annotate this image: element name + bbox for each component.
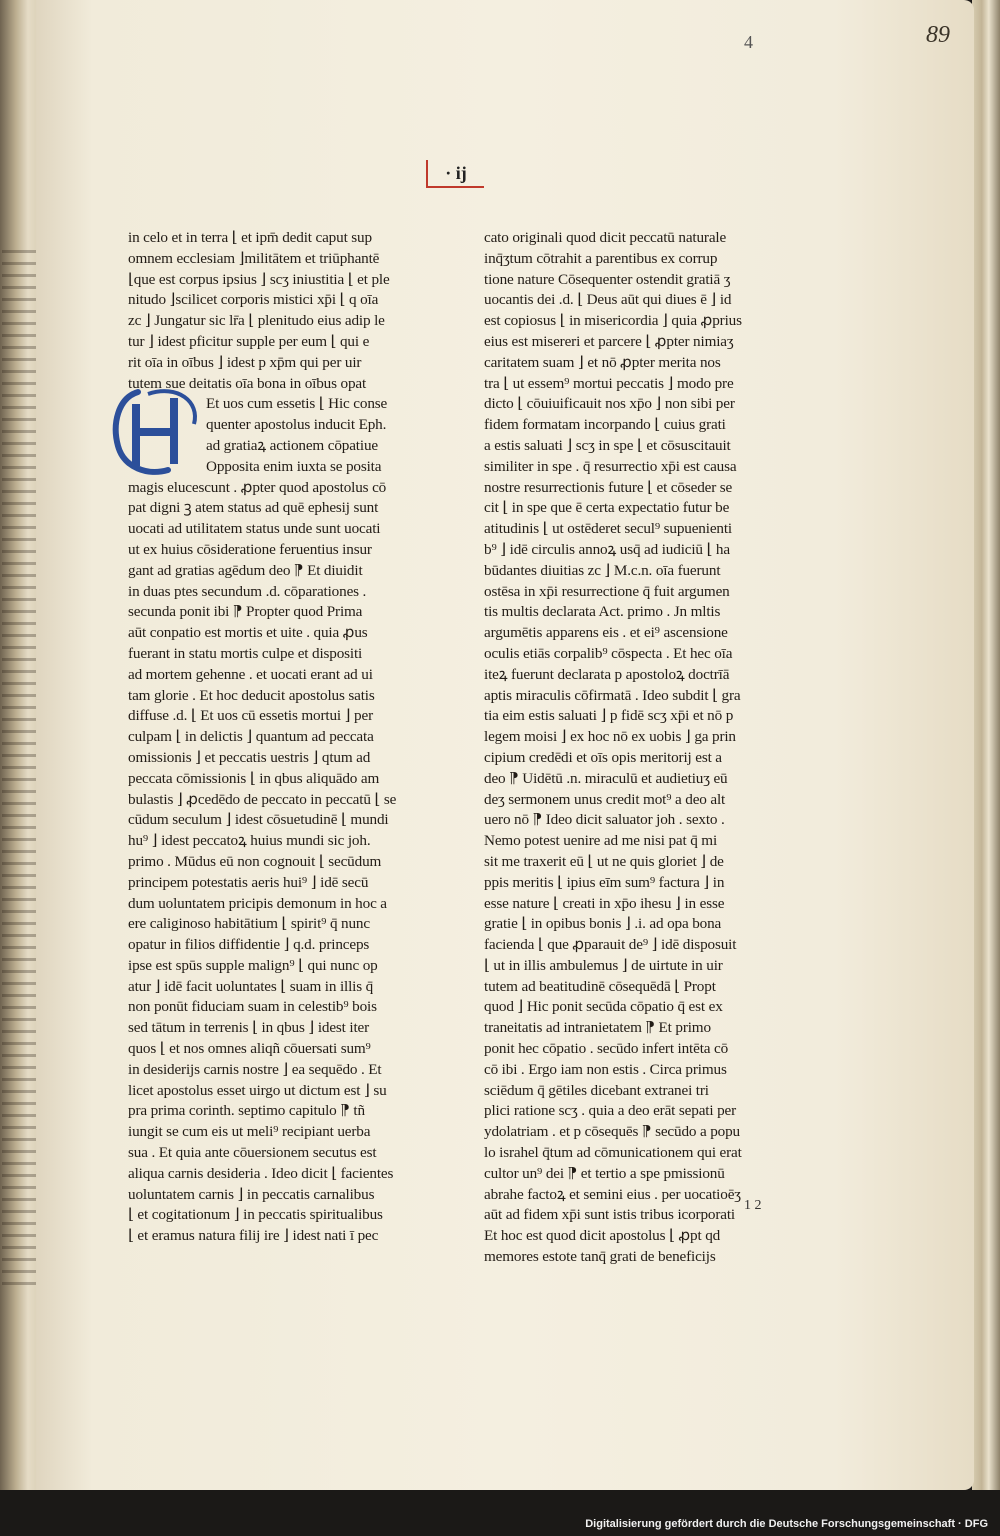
funding-credit: Digitalisierung gefördert durch die Deutsche Forschungsgemeinschaft · DFG [585, 1518, 988, 1530]
text-line: deo ⁋ Uidētū .n. miraculū et audietiuʒ eū [484, 769, 728, 787]
text-line: ⌊que est corpus ipsius ⌋ scʒ iniustitia ⌊ et ple [128, 270, 390, 288]
text-line: est copiosus ⌊ in misericordia ⌋ quia ꝓprius [484, 312, 742, 330]
text-line: similiter in spe . q̄ resurrectio xp̄i est causa [484, 457, 737, 475]
text-line: quod ⌋ Hic ponit secūda cōpatio q̄ est ex [484, 998, 723, 1016]
text-line: dicto ⌊ cōuiuificauit nos xp̄o ⌋ non sibi per [484, 395, 735, 413]
text-line: cūdum seculum ⌋ idest cōsuetudinē ⌊ mundi [128, 811, 389, 829]
text-line: peccata cōmissionis ⌊ in qbus aliquādo am [128, 769, 380, 787]
text-line: uocati ad utilitatem status unde sunt uocati [128, 520, 381, 538]
text-line: uocantis dei .d. ⌊ Deus aūt qui diues ē ⌋ id [484, 291, 732, 309]
text-line: atitudinis ⌊ ut ostēderet secul⁹ supuenienti [484, 520, 732, 538]
text-line: ere caliginoso habitātium ⌊ spirit⁹ q̄ nunc [128, 915, 370, 933]
text-line: nostre resurrectionis future ⌊ et cōseder se [484, 478, 733, 496]
text-line: plici ratione scʒ . quia a deo erāt sepati per [484, 1102, 737, 1120]
running-head: · ij [426, 160, 484, 188]
text-line: ut ex huius cōsideratione feruentius insur [128, 540, 372, 558]
text-line: tis multis declarata Act. primo . Jn mltis [484, 603, 721, 621]
text-line: legem moisi ⌋ ex hoc nō ex uobis ⌋ ga prin [484, 728, 736, 746]
text-line: eius est misereri et parcere ⌊ ꝓpter nimiaʒ [484, 332, 734, 350]
text-line: dum uoluntatem pricipis demonum in hoc a [128, 894, 387, 912]
text-line: tra ⌊ ut essem⁹ mortui peccatis ⌋ modo pre [484, 374, 734, 392]
text-line: facienda ⌊ que ꝓparauit de⁹ ⌋ idē disposuit [484, 936, 737, 954]
text-line: in celo et in terra ⌊ et ipm̄ dedit caput sup [128, 229, 372, 246]
text-line: caritatem suam ⌋ et nō ꝓpter merita nos [484, 353, 721, 371]
text-line: aūt conpatio est mortis et uite . quia ꝓus [128, 624, 368, 642]
text-line: ⌊ et cogitationum ⌋ in peccatis spiritualibus [128, 1206, 383, 1224]
text-line: oculis etiās corpalib⁹ cōspecta . Et hec oīa [484, 644, 733, 662]
text-line: tutem sue deitatis oīa bona in oībus opat [128, 374, 367, 392]
margin-mark: 4 [744, 32, 753, 52]
text-line: sciēdum q̄ gētiles dicebant extranei tri [484, 1081, 709, 1099]
text-line: argumētis apparens eis . et ei⁹ ascensione [484, 624, 728, 642]
text-line: gant ad gratias agēdum deo ⁋ Et diuidit [128, 561, 363, 579]
text-line: aliqua carnis desideria . Ideo dicit ⌊ facientes [128, 1164, 394, 1182]
text-line: non ponūt fiduciam suam in celestib⁹ bois [128, 998, 377, 1016]
text-line: cō ibi . Ergo iam non estis . Circa primus [484, 1060, 727, 1078]
text-line: ydolatriam . et p cōsequēs ⁋ secūdo a popu [484, 1123, 740, 1141]
right-text-column [484, 228, 784, 1268]
text-line: memores estote tanq̄ grati de beneficijs [484, 1248, 716, 1266]
text-line: tione nature Cōsequenter ostendit gratiā ʒ [484, 270, 731, 288]
text-line: aptis miraculis cōfirmatā . Ideo subdit ⌊ gra [484, 686, 741, 704]
footer-bar [0, 1490, 1000, 1536]
text-line: a estis saluati ⌋ scʒ in spe ⌊ et cōsuscitauit [484, 436, 731, 454]
text-line: sed tātum in terrenis ⌊ in qbus ⌋ idest iter [128, 1019, 370, 1037]
folio-number: 89 [926, 22, 950, 48]
text-line: pra prima corinth. septimo capitulo ⁋ tñ [128, 1102, 365, 1120]
text-line: cipium credēdi et oīs opis meritorij est a [484, 748, 722, 766]
text-line: iteꝝ fuerunt declarata p apostoloꝝ doctrīā [484, 665, 730, 683]
text-line: magis elucescunt . ꝓpter quod apostolus cō [128, 478, 387, 496]
text-line: tutem ad beatitudinē cōsequēdā ⌊ Propt [484, 977, 716, 995]
text-line: tur ⌋ idest pficitur supple per eum ⌊ qui e [128, 332, 370, 350]
text-line: cit ⌊ in spe que ē certa expectatio futur be [484, 499, 730, 517]
text-line: ad mortem gehenne . et uocati erant ad ui [128, 665, 373, 683]
text-line: Nemo potest uenire ad me nisi pat q̄ mi [484, 832, 718, 850]
text-line: quos ⌊ et nos omnes aliqñ cōuersati sum⁹ [128, 1040, 371, 1058]
text-line: traneitatis ad intranietatem ⁋ Et primo [484, 1019, 711, 1037]
text-line: nitudo ⌋scilicet corporis mistici xp̄i ⌊ q oīa [128, 291, 379, 309]
text-line: bulastis ⌋ ꝓcedēdo de peccato in peccatū ⌊ se [128, 790, 397, 808]
text-line: cato originali quod dicit peccatū naturale [484, 229, 727, 246]
text-line: ostēsa in xp̄i resurrectione q̄ fuit argumen [484, 582, 730, 600]
text-line: in duas ptes secundum .d. cōparationes . [128, 582, 367, 600]
text-line: tia eim estis saluati ⌋ p fidē scʒ xp̄i et nō p [484, 707, 734, 725]
text-line: inq̄ʒtum cōtrahit a parentibus ex corrup [484, 249, 718, 267]
text-line: sua . Et quia ante cōuersionem secutus est [128, 1144, 377, 1162]
text-line: quenter apostolus inducit Eph. [206, 416, 387, 434]
text-line: ppis meritis ⌊ ipius eīm sum⁹ factura ⌋ in [484, 873, 725, 891]
left-text-column [128, 228, 428, 1247]
text-line: b⁹ ⌋ idē circulis annoꝝ usq̄ ad iudiciū ⌊ ha [484, 540, 730, 558]
text-line: Opposita enim iuxta se posita [206, 457, 382, 475]
text-line: ⌊ ut in illis ambulemus ⌋ de uirtute in uir [484, 956, 723, 974]
text-line: abrahe factoꝝ et semini eius . per uocatioēʒ [484, 1185, 741, 1203]
text-line: opatur in filios diffidentie ⌋ q.d. princeps [128, 936, 370, 954]
text-line: fuerant in statu mortis culpe et dispositi [128, 644, 363, 662]
text-line: lo israhel q̄tum ad cōmunicationem qui erat [484, 1144, 742, 1162]
text-line: fidem formatam incorpando ⌊ cuius grati [484, 416, 726, 434]
text-line: uero nō ⁋ Ideo dicit saluator joh . sexto . [484, 811, 725, 829]
text-line: cultor un⁹ dei ⁋ et tertio a spe pmissionū [484, 1164, 725, 1182]
text-line: atur ⌋ idē facit uoluntates ⌊ suam in illis q̄ [128, 977, 374, 995]
text-line: deʒ sermonem unus credit mot⁹ a deo alt [484, 790, 726, 808]
adjacent-page-edge [0, 0, 40, 1490]
text-line: ad gratiaꝝ actionem cōpatiue [206, 436, 378, 454]
text-line: pat digni ꝫ atem status ad quē ephesij sunt [128, 499, 379, 517]
text-line: būdantes diuitias zc ⌋ M.c.n. oīa fuerunt [484, 561, 721, 579]
text-line: in desiderijs carnis nostre ⌋ ea sequēdo . Et [128, 1060, 382, 1078]
text-line: rit oīa in oībus ⌋ idest p xp̄m qui per uir [128, 353, 362, 371]
text-line: hu⁹ ⌋ idest peccatoꝝ huius mundi sic joh. [128, 832, 371, 850]
text-line: aūt ad fidem xp̄i sunt istis tribus icorporati [484, 1206, 735, 1224]
text-line: culpam ⌊ in delictis ⌋ quantum ad peccata [128, 728, 374, 746]
text-line: principem potestatis aeris hui⁹ ⌋ idē secū [128, 873, 369, 891]
text-line: licet apostolus esset uirgo ut dictum est ⌋ su [128, 1081, 387, 1099]
text-line: esse nature ⌊ creati in xp̄o ihesu ⌋ in esse [484, 894, 725, 912]
text-line: iungit se cum eis ut meli⁹ recipiant uerba [128, 1123, 371, 1141]
page-stack-edge [972, 0, 1000, 1490]
text-line: primo . Mūdus eū non cognouit ⌊ secūdum [128, 852, 382, 870]
text-line: ponit hec cōpatio . secūdo infert intēta cō [484, 1040, 729, 1058]
text-line: gratie ⌊ in opibus bonis ⌋ .i. ad opa bona [484, 915, 722, 933]
text-line: omissionis ⌋ et peccatis uestris ⌋ qtum ad [128, 748, 371, 766]
text-line: sit me traxerit eū ⌊ ut ne quis gloriet ⌋ de [484, 852, 724, 870]
text-line: uoluntatem carnis ⌋ in peccatis carnalibus [128, 1185, 375, 1203]
adjacent-page-text-fragment [2, 250, 36, 1290]
text-line: Et uos cum essetis ⌊ Hic conse [206, 395, 388, 413]
text-line: Et hoc est quod dicit apostolus ⌊ ꝓpt qd [484, 1227, 721, 1245]
text-line: diffuse .d. ⌊ Et uos cū essetis mortui ⌋ per [128, 707, 373, 725]
text-line: ipse est spūs supple malign⁹ ⌊ qui nunc op [128, 956, 378, 974]
text-line: zc ⌋ Jungatur sic lr̄a ⌊ plenitudo eius adip le [128, 312, 385, 330]
text-line: omnem ecclesiam ⌋militātem et triūphantē [128, 249, 380, 267]
text-line: tam glorie . Et hoc deducit apostolus satis [128, 686, 375, 704]
text-line: secunda ponit ibi ⁋ Propter quod Prima [128, 603, 363, 621]
signature-mark: 1 2 [744, 1198, 762, 1213]
text-line: ⌊ et eramus natura filij ire ⌋ idest nati ī pec [128, 1227, 379, 1245]
